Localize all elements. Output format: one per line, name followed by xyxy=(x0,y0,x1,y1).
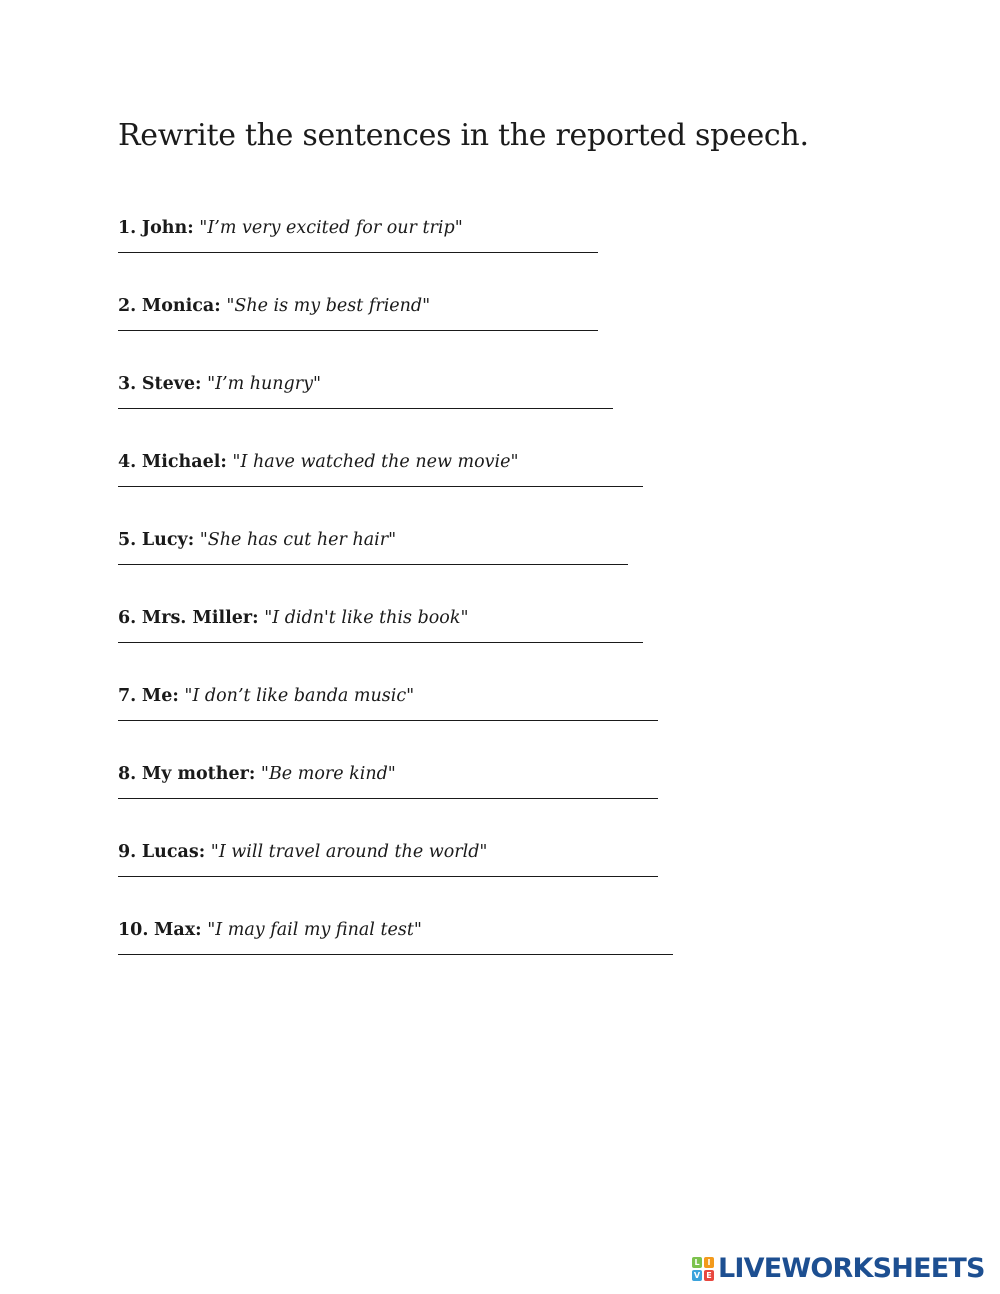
answer-line[interactable] xyxy=(118,330,598,331)
answer-line[interactable] xyxy=(118,642,643,643)
item-speaker: Lucas: xyxy=(141,842,206,862)
item-speaker: Lucy: xyxy=(141,530,195,550)
list-item xyxy=(118,919,422,941)
logo-mark-icon: L I V E xyxy=(692,1257,714,1281)
answer-line[interactable] xyxy=(118,564,628,565)
item-quote: "She has cut her hair" xyxy=(199,530,397,550)
item-number: 10. xyxy=(118,920,149,940)
item-quote: "She is my best friend" xyxy=(226,296,431,316)
list-item xyxy=(118,529,396,551)
answer-line[interactable] xyxy=(118,408,613,409)
item-quote: "I’m very excited for our trip" xyxy=(199,218,463,238)
answer-line[interactable] xyxy=(118,720,658,721)
item-quote: "I may fail my final test" xyxy=(207,920,422,940)
item-number: 3. xyxy=(118,374,137,394)
item-number: 6. xyxy=(118,608,137,628)
item-speaker: Steve: xyxy=(141,374,202,394)
answer-line[interactable] xyxy=(118,798,658,799)
item-prompt xyxy=(118,217,463,239)
list-item xyxy=(118,685,414,707)
logo-text: LIVEWORKSHEETS xyxy=(718,1253,985,1284)
item-quote: "I will travel around the world" xyxy=(210,842,488,862)
item-speaker: Mrs. Miller: xyxy=(141,608,259,628)
item-number: 7. xyxy=(118,686,137,706)
item-speaker: My mother: xyxy=(141,764,256,784)
list-item xyxy=(118,841,487,863)
item-prompt xyxy=(118,607,469,629)
answer-line[interactable] xyxy=(118,954,673,955)
item-speaker: Michael: xyxy=(141,452,227,472)
item-quote: "I don’t like banda music" xyxy=(184,686,415,706)
item-quote: "Be more kind" xyxy=(260,764,396,784)
item-speaker: Max: xyxy=(154,920,202,940)
answer-line[interactable] xyxy=(118,486,643,487)
list-item xyxy=(118,607,469,629)
list-item xyxy=(118,373,321,395)
page-title: Rewrite the sentences in the reported speech. xyxy=(118,118,809,153)
item-number: 8. xyxy=(118,764,137,784)
list-item xyxy=(118,295,430,317)
item-prompt xyxy=(118,373,321,395)
item-speaker: Me: xyxy=(141,686,179,706)
list-item xyxy=(118,451,519,473)
item-prompt xyxy=(118,685,414,707)
item-quote: "I’m hungry" xyxy=(207,374,322,394)
item-prompt xyxy=(118,295,430,317)
list-item xyxy=(118,763,396,785)
answer-line[interactable] xyxy=(118,876,658,877)
item-number: 2. xyxy=(118,296,137,316)
answer-line[interactable] xyxy=(118,252,598,253)
item-speaker: John: xyxy=(141,218,194,238)
liveworksheets-logo xyxy=(692,1253,985,1285)
item-number: 9. xyxy=(118,842,137,862)
item-prompt xyxy=(118,841,487,863)
item-quote: "I have watched the new movie" xyxy=(232,452,519,472)
item-speaker: Monica: xyxy=(141,296,221,316)
item-number: 4. xyxy=(118,452,137,472)
item-prompt xyxy=(118,529,396,551)
item-number: 5. xyxy=(118,530,137,550)
item-quote: "I didn't like this book" xyxy=(264,608,469,628)
item-prompt xyxy=(118,451,519,473)
item-number: 1. xyxy=(118,218,137,238)
list-item xyxy=(118,217,463,239)
item-prompt xyxy=(118,763,396,785)
item-prompt xyxy=(118,919,422,941)
